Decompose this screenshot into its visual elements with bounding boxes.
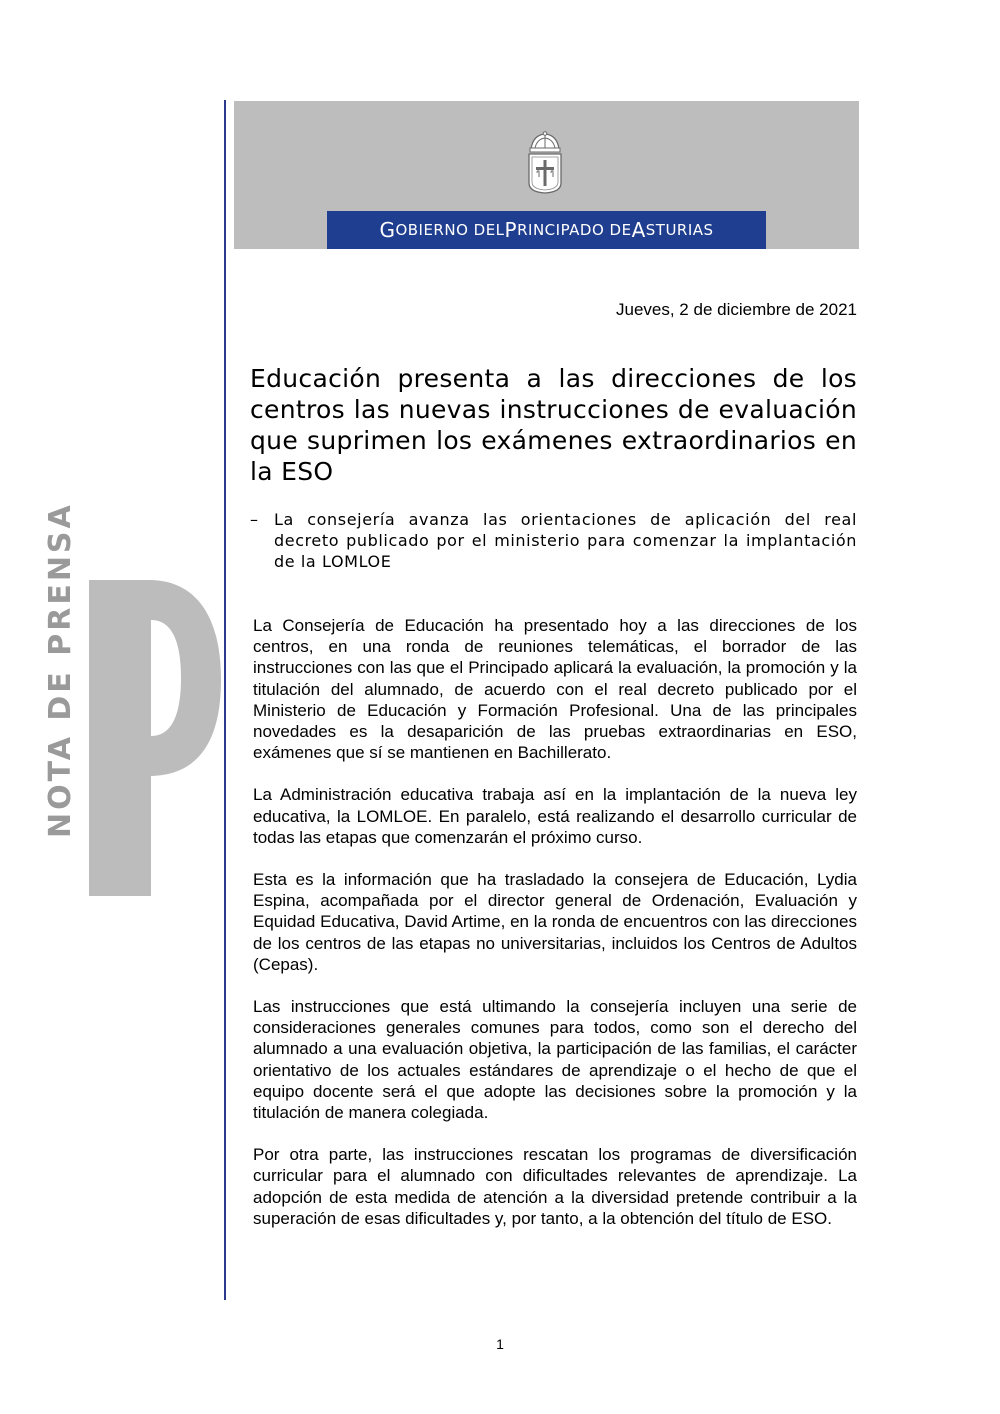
subheadline bbox=[250, 509, 857, 572]
institution-name-part: STURIAS bbox=[645, 221, 714, 239]
letter-p-icon bbox=[89, 580, 221, 896]
headline: Educación presenta a las direcciones de los centros las nuevas instrucciones de evaluación que suprimen los exámenes extraordinarios en la ESO bbox=[250, 364, 857, 486]
body-paragraph: La Administración educativa trabaja así en la implantación de la nueva ley educativa, la LOMLOE. En paralelo, está realizando el desarrollo curricular de todas las etapas que comenzarán el próximo curso. bbox=[253, 785, 857, 847]
page-number: 1 bbox=[496, 1336, 504, 1352]
publication-date: Jueves, 2 de diciembre de 2021 bbox=[616, 300, 857, 319]
header-banner bbox=[234, 101, 859, 249]
article-body bbox=[253, 615, 857, 1250]
subheadline-text: La consejería avanza las orientaciones de aplicación del real decreto publicado por el ministerio para comenzar la implantación de la LOMLOE bbox=[274, 510, 857, 571]
body-paragraph: Por otra parte, las instrucciones rescatan los programas de diversificación curricular para el alumnado con dificultades relevantes de aprendizaje. La adopción de esta medida de atención a la diversidad pretende contribuir a la superación de esas dificultades y, por tanto, a la obtención del título de ESO. bbox=[253, 1145, 857, 1228]
institution-name-part: RINCIPADO DE bbox=[517, 221, 632, 239]
institution-name-part: A bbox=[631, 218, 646, 242]
body-paragraph: Esta es la información que ha trasladado la consejera de Educación, Lydia Espina, acompañada por el director general de Ordenación, Evaluación y Equidad Educativa, David Artime, en la ronda de encuentros con las direcciones de los centros de las etapas no universitarias, incluidos los Centros de Adultos (Cepas). bbox=[253, 870, 857, 974]
asturias-crest-icon bbox=[525, 131, 565, 195]
institution-name-part: P bbox=[504, 218, 518, 242]
institution-name-bar bbox=[327, 211, 766, 249]
body-paragraph: Las instrucciones que está ultimando la consejería incluyen una serie de consideraciones generales comunes para todos, como son el derecho del alumnado a una evaluación objetiva, la participación de las familias, el carácter orientativo de los actuales estándares de aprendizaje o el hecho de que el equipo docente será el que adopte las decisiones sobre la promoción y la titulación de manera colegiada. bbox=[253, 997, 857, 1123]
subheadline-bullet: – bbox=[250, 510, 259, 529]
body-paragraph: La Consejería de Educación ha presentado hoy a las direcciones de los centros, en una ronda de reuniones telemáticas, el borrador de las instrucciones con las que el Principado aplicará la evaluación, la promoción y la titulación del alumnado, de acuerdo con el real decreto publicado por el Ministerio de Educación y Formación Profesional. Una de las principales novedades es la desaparición de las pruebas extraordinarias en ESO, exámenes que sí se mantienen en Bachillerato. bbox=[253, 616, 857, 763]
institution-name-part: OBIERNO DEL bbox=[395, 221, 505, 239]
institution-name-part: G bbox=[379, 218, 396, 242]
press-release-label: NOTA DE PRENSA bbox=[43, 502, 78, 838]
left-rule bbox=[224, 100, 226, 1300]
